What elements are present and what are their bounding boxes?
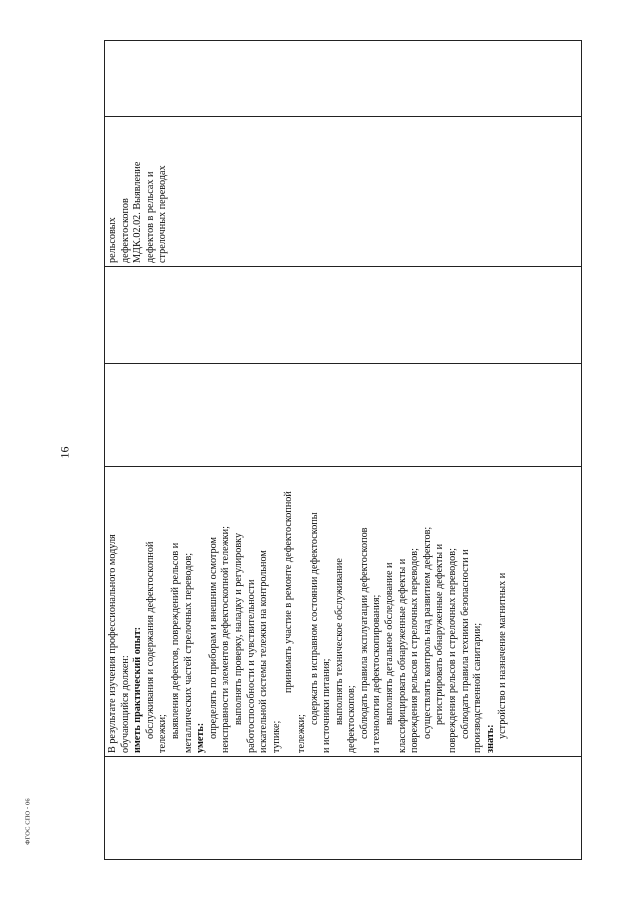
- text-line: выполнять проверку, наладку и регулировку: [232, 532, 244, 725]
- text-line: знать:: [484, 724, 496, 753]
- text-line: и технологии дефектоскопирования;: [371, 594, 383, 753]
- text-line: осуществлять контроль над развитием дефектов;: [421, 526, 433, 739]
- text-line: дефектов в рельсах и: [144, 171, 156, 263]
- text-line: производственной санитарии;: [472, 622, 484, 753]
- text-line: иметь практический опыт:: [132, 626, 144, 753]
- text-line: выявления дефектов, повреждений рельсов и: [169, 542, 181, 739]
- text-line: определять по приборам и внешним осмотром: [207, 537, 219, 739]
- table-cell-total: [105, 266, 581, 363]
- text-line: В результате изучения профессионального модуля: [107, 534, 118, 753]
- text-line: металлических частей стрелочных переводов;: [182, 552, 194, 753]
- text-line: тележки;: [295, 714, 307, 753]
- text-line: обучающийся должен:: [119, 655, 131, 753]
- table-cell-competence: [105, 40, 581, 116]
- page-number: 16: [57, 446, 72, 459]
- text-line: выполнять техническое обслуживание: [333, 558, 345, 725]
- table-cell-knowledge: [105, 466, 581, 756]
- text-line: МДК.02.02. Выявление: [132, 161, 144, 263]
- text-line: регистрировать обнаруженные дефекты и: [434, 543, 446, 725]
- curriculum-table-wrapper: [104, 40, 582, 860]
- text-line: повреждения рельсов и стрелочных переводов;: [409, 548, 421, 753]
- table-cell-index: [105, 756, 581, 859]
- knowledge-text: [107, 470, 510, 753]
- text-line: соблюдать правила техники безопасности и: [459, 549, 471, 739]
- text-line: работоспособности и чувствительности: [245, 579, 257, 753]
- text-line: принимать участие в ремонте дефектоскопной: [283, 491, 295, 693]
- footer-code: ФГОС СПО - 06: [24, 798, 32, 845]
- text-line: искательной системы тележки на контрольном: [258, 550, 270, 753]
- text-line: обслуживания и содержания дефектоскопной: [144, 541, 156, 739]
- text-line: содержать в исправном состоянии дефектоскопы: [308, 512, 320, 725]
- text-line: уметь:: [195, 722, 207, 753]
- text-line: дефектоскопов;: [346, 685, 358, 753]
- text-line: соблюдать правила эксплуатации дефектоскопов: [358, 527, 370, 739]
- text-line: тележки;: [157, 714, 169, 753]
- module-text: [107, 120, 170, 263]
- text-line: устройство и назначение магнитных и: [497, 572, 509, 739]
- curriculum-table: [104, 40, 582, 860]
- text-line: и источники питания;: [321, 658, 333, 753]
- text-line: классифицировать обнаруженные дефекты и: [396, 558, 408, 753]
- table-cell-hours: [105, 363, 581, 466]
- text-line: рельсовых: [107, 217, 118, 263]
- text-line: повреждения рельсов и стрелочных переводов;: [447, 548, 459, 753]
- text-line: выполнять детальное обследование и: [384, 562, 396, 725]
- text-line: неисправности элементов дефектоскопной тележки;: [220, 526, 232, 753]
- text-line: тупике;: [270, 720, 282, 753]
- text-line: стрелочных переводах: [157, 165, 169, 263]
- text-line: дефектоскопов: [119, 198, 131, 263]
- table-cell-module: [105, 116, 581, 266]
